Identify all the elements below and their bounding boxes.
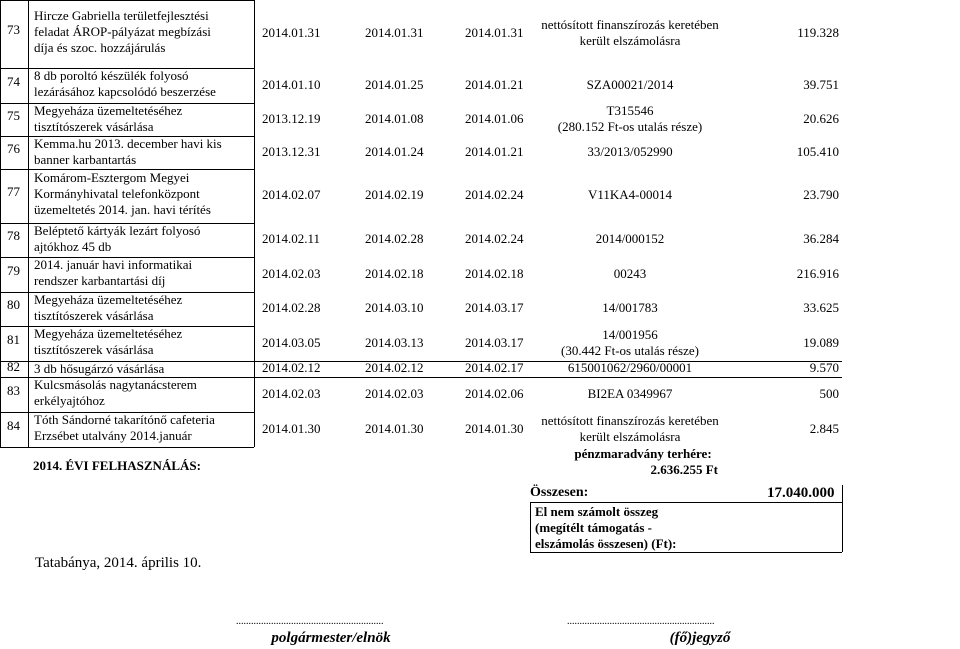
row-document: 00243 bbox=[613, 265, 647, 281]
row-date-d2: 2014.02.18 bbox=[365, 265, 424, 281]
row-amount: 36.284 bbox=[803, 231, 839, 246]
row-date-d1: 2014.03.05 bbox=[262, 334, 321, 350]
row-description: erkélyajtóhoz bbox=[34, 393, 105, 408]
row-description: Megyeháza üzemeltetéséhez bbox=[34, 326, 183, 341]
row-date-d2: 2014.02.19 bbox=[365, 187, 424, 202]
row-date-d2: 2014.01.25 bbox=[365, 76, 424, 92]
year-usage-label: 2014. ÉVI FELHASZNÁLÁS: bbox=[33, 458, 201, 473]
row-date-d2: 2014.01.24 bbox=[365, 143, 424, 159]
table-num-border bbox=[28, 0, 29, 447]
row-date-d1: 2013.12.31 bbox=[262, 143, 321, 159]
row-number: 75 bbox=[7, 107, 20, 123]
row-document: SZA00021/2014 bbox=[586, 76, 674, 92]
not-accounted-line-2: (megítélt támogatás - bbox=[535, 520, 652, 535]
row-border bbox=[0, 447, 254, 448]
row-border bbox=[0, 0, 254, 1]
signature-line-notary: ........................................................... bbox=[567, 616, 715, 627]
row-number: 81 bbox=[7, 331, 20, 347]
not-accounted-line-3: elszámolás összesen) (Ft): bbox=[535, 536, 677, 551]
signature-line-mayor: ........................................................... bbox=[236, 616, 384, 627]
row-date-d2: 2014.02.03 bbox=[365, 385, 424, 401]
row-date-d3: 2014.02.18 bbox=[465, 265, 524, 281]
row-date-d1: 2014.01.30 bbox=[262, 420, 321, 436]
place-date: Tatabánya, 2014. április 10. bbox=[35, 555, 202, 571]
row-description: üzemeltetés 2014. jan. havi térítés bbox=[34, 202, 211, 217]
row-description: 3 db hősugárzó vásárlása bbox=[34, 361, 165, 376]
row-number: 82 bbox=[7, 359, 20, 374]
row-document: 2014/000152 bbox=[595, 231, 665, 246]
row-description: banner karbantartás bbox=[34, 152, 137, 167]
row-document: (280.152 Ft-os utalás része) bbox=[557, 118, 703, 134]
row-date-d2: 2014.02.28 bbox=[365, 231, 424, 246]
row-document: T315546 bbox=[606, 102, 654, 118]
row-description: tisztítószerek vásárlása bbox=[34, 308, 154, 323]
row-date-d1: 2014.01.10 bbox=[262, 76, 321, 92]
row-description: Erzsébet utalvány 2014.január bbox=[34, 428, 192, 443]
row-description: Kemma.hu 2013. december havi kis bbox=[34, 136, 222, 151]
row-amount: 2.845 bbox=[809, 420, 839, 436]
row-date-d3: 2014.03.17 bbox=[465, 300, 524, 315]
total-value: 17.040.000 bbox=[767, 485, 835, 501]
row-description: lezárásához kapcsolódó beszerzése bbox=[34, 84, 216, 99]
row-date-d3: 2014.01.31 bbox=[465, 25, 524, 40]
row-date-d2: 2014.03.13 bbox=[365, 334, 424, 350]
row-document: nettósított finanszírozás keretében bbox=[541, 412, 719, 428]
row-number: 77 bbox=[7, 184, 20, 199]
row-date-d1: 2014.02.28 bbox=[262, 300, 321, 315]
row-document: került elszámolásra bbox=[579, 428, 681, 444]
row-date-d1: 2014.02.03 bbox=[262, 385, 321, 401]
not-accounted-box-right bbox=[842, 485, 843, 552]
row-document: BI2EA 0349967 bbox=[587, 385, 673, 401]
not-accounted-line-1: El nem számolt összeg bbox=[535, 504, 659, 519]
row-amount: 9.570 bbox=[809, 360, 839, 375]
row-description: 8 db poroltó készülék folyosó bbox=[34, 68, 189, 83]
row-amount: 105.410 bbox=[796, 143, 839, 159]
row-description: tisztítószerek vásárlása bbox=[34, 342, 154, 357]
row-date-d1: 2014.02.03 bbox=[262, 265, 321, 281]
row-amount: 216.916 bbox=[796, 265, 839, 281]
row-amount: 20.626 bbox=[803, 110, 839, 126]
row-document: nettósított finanszírozás keretében bbox=[541, 17, 719, 32]
row-date-d2: 2014.02.12 bbox=[365, 360, 424, 375]
signature-mayor: polgármester/elnök bbox=[271, 630, 391, 646]
row-document: (30.442 Ft-os utalás része) bbox=[561, 342, 699, 358]
total-label: Összesen: bbox=[530, 485, 589, 500]
remaining-label: pénzmaradvány terhére: bbox=[574, 446, 712, 461]
row-amount: 19.089 bbox=[803, 334, 839, 350]
row-date-d3: 2014.03.17 bbox=[465, 334, 524, 350]
row-date-d1: 2014.02.12 bbox=[262, 360, 321, 375]
row-amount: 23.790 bbox=[803, 187, 839, 202]
not-accounted-box-bottom bbox=[530, 552, 842, 553]
row-date-d2: 2014.01.31 bbox=[365, 25, 424, 40]
row-description: rendszer karbantartási díj bbox=[34, 273, 166, 288]
row-date-d2: 2014.01.08 bbox=[365, 110, 424, 126]
row-description: Tóth Sándorné takarítónő cafeteria bbox=[34, 412, 215, 427]
row-description: feladat ÁROP-pályázat megbízási bbox=[34, 24, 211, 39]
row-number: 78 bbox=[7, 228, 20, 243]
row-description: Kulcsmásolás nagytanácsterem bbox=[34, 377, 197, 392]
row-amount: 39.751 bbox=[803, 76, 839, 92]
row-amount: 500 bbox=[819, 385, 839, 401]
row-date-d3: 2014.01.30 bbox=[465, 420, 524, 436]
row-date-d1: 2014.02.07 bbox=[262, 187, 321, 202]
row-date-d3: 2014.02.06 bbox=[465, 385, 524, 401]
row-number: 79 bbox=[7, 262, 20, 278]
row-border bbox=[254, 377, 842, 378]
row-date-d3: 2014.01.21 bbox=[465, 143, 524, 159]
row-description: 2014. január havi informatikai bbox=[34, 257, 193, 272]
row-date-d2: 2014.03.10 bbox=[365, 300, 424, 315]
row-date-d3: 2014.02.24 bbox=[465, 231, 524, 246]
row-number: 83 bbox=[7, 382, 20, 398]
row-date-d3: 2014.02.17 bbox=[465, 360, 524, 375]
row-description: díja és szoc. hozzájárulás bbox=[34, 40, 166, 55]
row-number: 80 bbox=[7, 297, 20, 312]
remaining-value: 2.636.255 Ft bbox=[650, 462, 718, 477]
row-description: ajtókhoz 45 db bbox=[34, 239, 112, 254]
row-description: Megyeháza üzemeltetéséhez bbox=[34, 103, 183, 118]
row-number: 74 bbox=[7, 73, 20, 89]
signature-notary: (fő)jegyző bbox=[669, 630, 731, 646]
row-number: 73 bbox=[7, 22, 20, 37]
table-desc-border bbox=[254, 0, 255, 447]
row-document: került elszámolásra bbox=[579, 33, 681, 48]
row-number: 76 bbox=[7, 140, 20, 156]
row-description: Kormányhivatal telefonközpont bbox=[34, 186, 200, 201]
row-document: 14/001783 bbox=[602, 300, 658, 315]
table-left-border bbox=[0, 0, 1, 447]
row-date-d1: 2014.02.11 bbox=[262, 231, 321, 246]
row-date-d3: 2014.01.21 bbox=[465, 76, 524, 92]
row-description: Beléptető kártyák lezárt folyosó bbox=[34, 223, 201, 238]
row-date-d1: 2013.12.19 bbox=[262, 110, 321, 126]
row-document: 615001062/2960/00001 bbox=[567, 360, 693, 375]
row-document: 33/2013/052990 bbox=[587, 143, 673, 159]
row-description: Megyeháza üzemeltetéséhez bbox=[34, 292, 183, 307]
row-date-d1: 2014.01.31 bbox=[262, 25, 321, 40]
row-amount: 33.625 bbox=[803, 300, 839, 315]
row-document: 14/001956 bbox=[602, 326, 658, 342]
row-description: tisztítószerek vásárlása bbox=[34, 119, 154, 134]
row-number: 84 bbox=[7, 417, 20, 433]
not-accounted-box-left bbox=[530, 503, 531, 552]
row-date-d3: 2014.01.06 bbox=[465, 110, 524, 126]
row-description: Hircze Gabriella területfejlesztési bbox=[34, 8, 209, 23]
row-description: Komárom-Esztergom Megyei bbox=[34, 170, 190, 185]
total-underline bbox=[530, 502, 842, 503]
row-date-d3: 2014.02.24 bbox=[465, 187, 524, 202]
row-amount: 119.328 bbox=[797, 25, 839, 40]
row-date-d2: 2014.01.30 bbox=[365, 420, 424, 436]
row-document: V11KA4-00014 bbox=[587, 187, 672, 202]
